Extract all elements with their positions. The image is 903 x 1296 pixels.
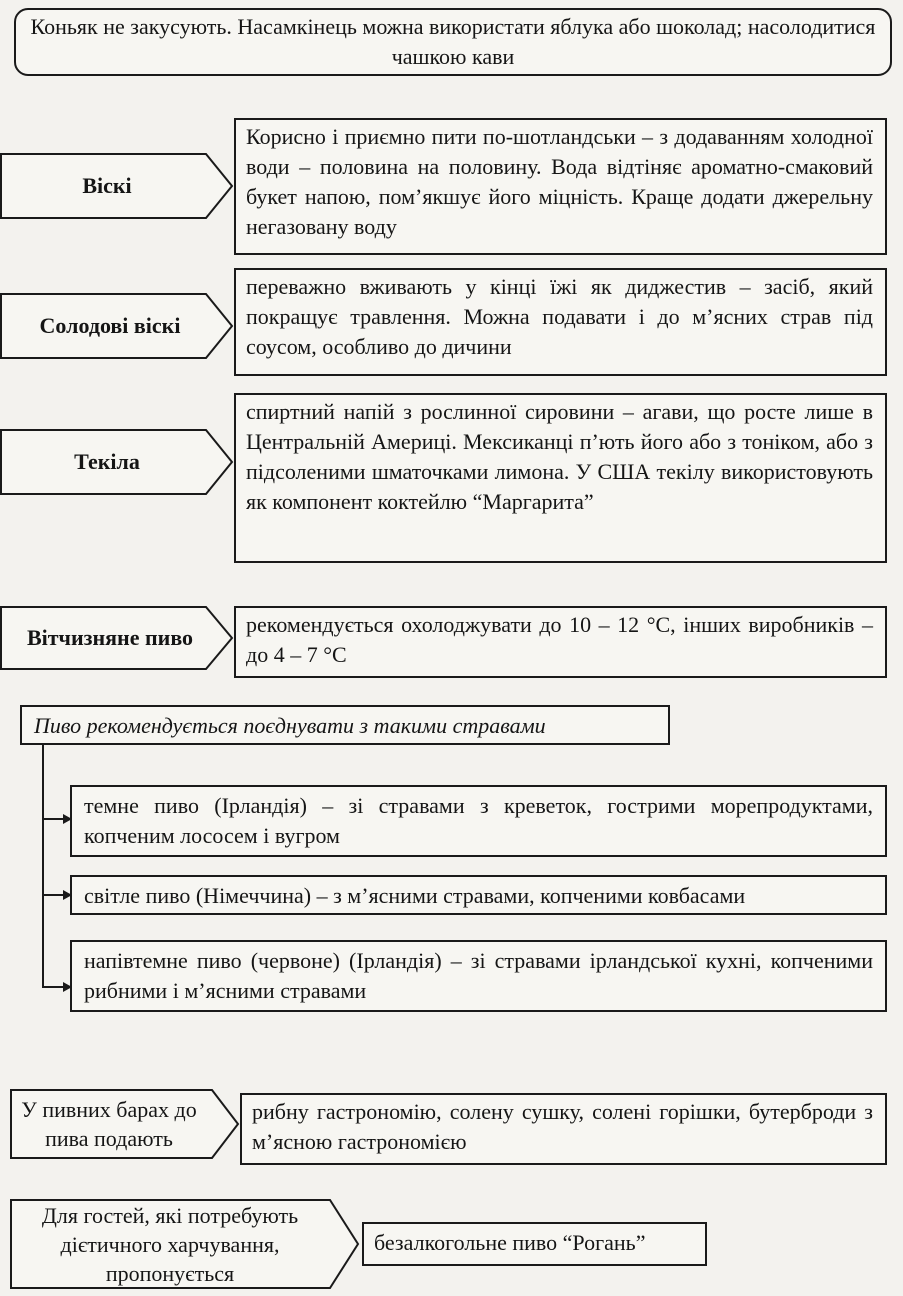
description-text: безалкогольне пиво “Рогань” [374,1230,646,1255]
domestic-beer-description [234,606,887,678]
connector-line [42,745,44,987]
diet-description [362,1222,707,1266]
pairing-item-text: світле пиво (Німеччина) – з м’ясними стравами, копченими ковбасами [84,883,746,908]
description-text: спиртний напій з рослинної сировини – агави, що росте лише в Центральній Америці. Мексиканці п’ють його або з тоніком, або з підсоленими шматочками лимона. У США текілу використовують як компонент коктейлю “Маргарита” [246,399,873,514]
malt-whisky-description [234,268,887,376]
tequila-description [234,393,887,563]
tag-diet-guests [10,1198,360,1290]
tag-label: Текіла [74,449,140,474]
description-text: рекомендується охолоджувати до 10 – 12 °С, інших виробників – до 4 – 7 °С [246,612,873,667]
beer-bars-description [240,1093,887,1165]
tag-tequila [0,428,234,496]
whisky-description [234,118,887,255]
intro-text: Коньяк не закусують. Насамкінець можна використати яблука або шоколад; насолодитися чашкою кави [30,14,876,69]
tag-label: Вітчизняне пиво [26,625,194,650]
description-text: переважно вживають у кінці їжі як диджестив – засіб, який покращує травлення. Можна подавати і до м’ясних страв під соусом, особливо до дичини [246,274,873,359]
tag-label: У пивних барах до пива подають [21,1097,197,1151]
tag-malt-whisky [0,292,234,360]
pairing-item [70,785,887,857]
tag-whisky [0,152,234,220]
tag-domestic-beer [0,605,234,671]
tag-label: Віскі [82,173,132,198]
pairing-item [70,875,887,915]
pairing-heading: Пиво рекомендується поєднувати з такими стравами [34,713,546,738]
tag-beer-bars [10,1088,240,1160]
tag-label: Для гостей, які потребують дієтичного харчування, пропонується [41,1202,299,1286]
pairing-item-text: напівтемне пиво (червоне) (Ірландія) – зі стравами ірландської кухні, копченими рибними і м’ясними стравами [84,948,873,1003]
intro-box [14,8,892,76]
pairing-item [70,940,887,1012]
pairing-item-text: темне пиво (Ірландія) – зі стравами з креветок, гострими морепродуктами, копченим лососем і вугром [84,793,873,848]
pairing-heading-box [20,705,670,745]
tag-label: Солодові віскі [39,313,181,338]
description-text: Корисно і приємно пити по-шотландськи – з додаванням холодної води – половина на половину. Вода відтіняє ароматно-смаковий букет напою, пом’якшує його міцність. Краще додати джерельну негазовану воду [246,124,873,239]
description-text: рибну гастрономію, солену сушку, солені горішки, бутерброди з м’ясною гастрономією [252,1099,873,1154]
